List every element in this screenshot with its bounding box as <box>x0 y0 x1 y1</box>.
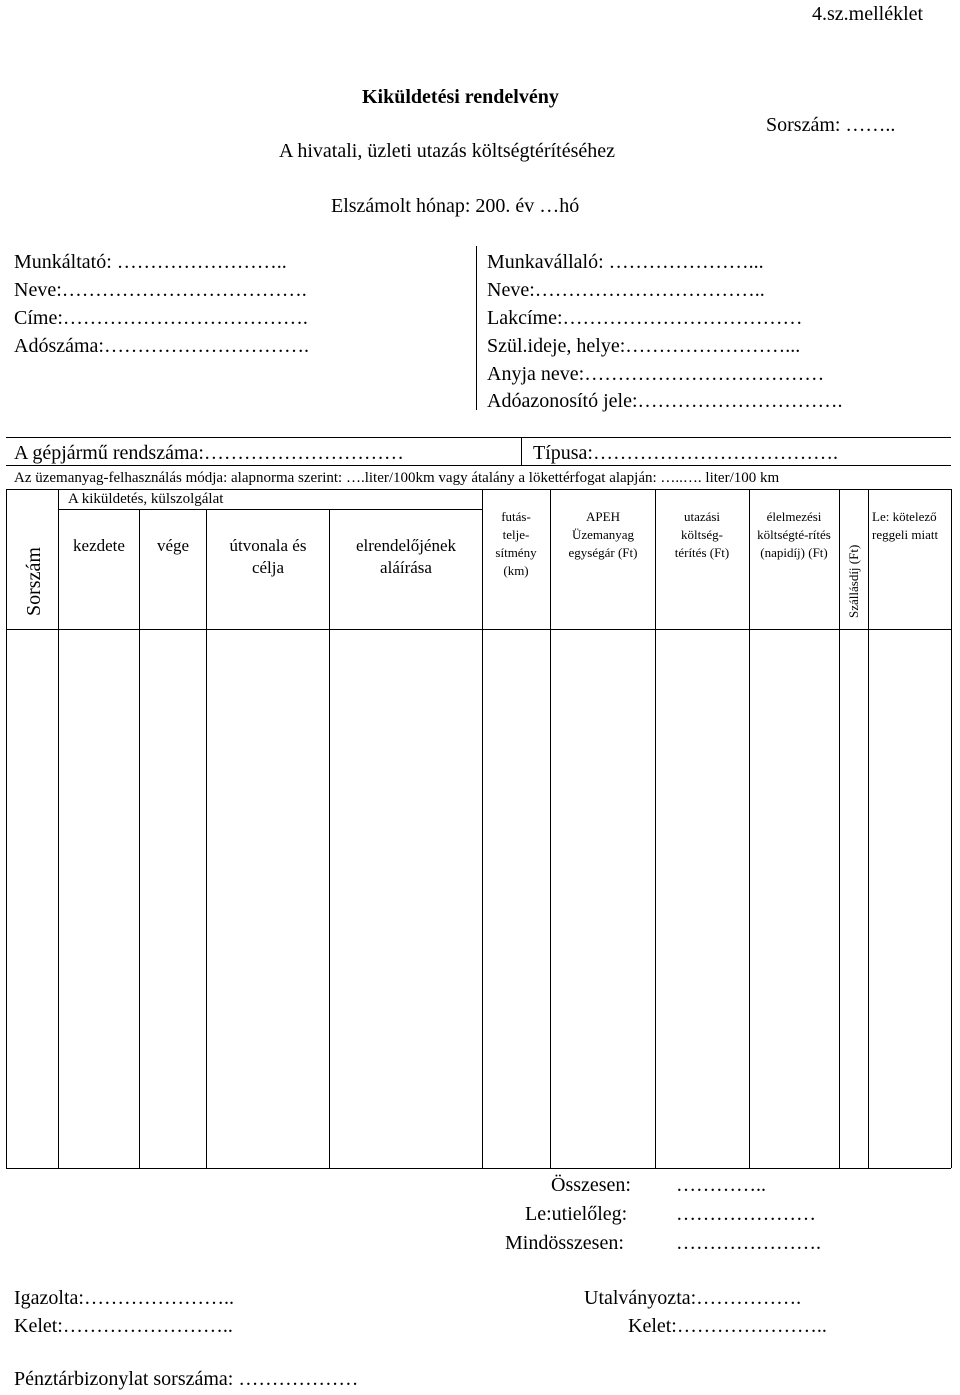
employer-employee-divider <box>476 246 477 410</box>
sum-label: Összesen: <box>551 1174 631 1196</box>
authorized-field[interactable]: Utalványozta:……………. <box>584 1287 802 1309</box>
employee-heading[interactable]: Munkavállaló: …………………... <box>487 251 764 273</box>
grand-total-label: Mindösszesen: <box>505 1232 624 1254</box>
serial-number-field[interactable]: Sorszám: …….. <box>766 114 896 136</box>
col-line-7 <box>655 489 656 1168</box>
vehicle-type-field[interactable]: Típusa:………………………………. <box>533 442 838 464</box>
employee-residence-field[interactable]: Lakcíme:……………………………… <box>487 307 803 329</box>
advance-deduction-field[interactable]: ………………… <box>676 1203 816 1225</box>
col-header-sorszam: Sorszám <box>23 547 45 616</box>
advance-deduction-label: Le:utielőleg: <box>525 1203 628 1225</box>
col-header-alairas: elrendelőjének aláírása <box>355 536 457 577</box>
employer-tax-field[interactable]: Adószáma:…………………………. <box>14 335 309 357</box>
vehicle-divider <box>521 437 522 465</box>
col-line-10 <box>868 489 869 1168</box>
form-subtitle: A hivatali, üzleti utazás költségtérítéséhez <box>279 140 615 162</box>
col-header-utvonala: útvonala és célja <box>229 536 307 577</box>
table-left-border <box>6 489 7 1168</box>
group-header-underline <box>58 509 482 510</box>
sum-value-field[interactable]: ………….. <box>676 1174 766 1196</box>
col-line-1 <box>58 489 59 1168</box>
employee-mother-field[interactable]: Anyja neve:……………………………… <box>487 363 825 385</box>
employer-name-field[interactable]: Neve:………………………………. <box>14 279 307 301</box>
table-bottom-border <box>6 1168 951 1169</box>
col-header-szallas: Szállásdíj (Ft) <box>846 544 861 618</box>
table-right-border <box>951 489 952 1168</box>
col-line-6 <box>550 489 551 1168</box>
col-header-le: Le: kötelező reggeli miatt <box>872 509 939 542</box>
header-bottom-border <box>6 629 951 630</box>
col-header-apeh: APEH Üzemanyag egységár (Ft) <box>568 509 638 560</box>
employee-taxid-field[interactable]: Adóazonosító jele:…………………………. <box>487 390 843 412</box>
col-header-elelmezes: élelmezési költségté-rítés (napidíj) (Ft) <box>757 509 831 560</box>
col-header-vege: vége <box>156 536 190 555</box>
col-header-utazasi: utazási költség-térítés (Ft) <box>674 509 730 560</box>
vehicle-top-border <box>6 437 951 438</box>
receipt-number-field[interactable]: Pénztárbizonylat sorszáma: ……………… <box>14 1368 359 1390</box>
col-header-kezdete: kezdete <box>73 536 125 555</box>
vehicle-plate-field[interactable]: A gépjármű rendszáma:………………………… <box>14 442 404 464</box>
certified-field[interactable]: Igazolta:………………….. <box>14 1287 234 1309</box>
employer-address-field[interactable]: Címe:………………………………. <box>14 307 308 329</box>
form-title: Kiküldetési rendelvény <box>362 86 559 108</box>
group-header: A kiküldetés, külszolgálat <box>68 491 224 507</box>
col-line-5 <box>482 489 483 1168</box>
col-line-3 <box>206 509 207 1168</box>
annex-label: 4.sz.melléklet <box>812 3 924 25</box>
fuel-consumption-method[interactable]: Az üzemanyag-felhasználás módja: alapnorma szerint: ….liter/100km vagy átalány a lökettérfogat alapján: …..…. liter/100 km <box>14 470 780 486</box>
col-line-4 <box>329 509 330 1168</box>
date-right-field[interactable]: Kelet:………………….. <box>628 1315 827 1337</box>
col-line-9 <box>839 489 840 1168</box>
date-left-field[interactable]: Kelet:…………………….. <box>14 1315 233 1337</box>
col-line-8 <box>749 489 750 1168</box>
col-header-futas: futás-telje-sítmény (km) <box>495 509 537 578</box>
col-line-2 <box>139 509 140 1168</box>
employee-birth-field[interactable]: Szül.ideje, helye:……………………... <box>487 335 801 357</box>
grand-total-field[interactable]: …………………. <box>676 1232 821 1254</box>
vehicle-bottom-border <box>6 465 951 466</box>
settlement-month-field[interactable]: Elszámolt hónap: 200. év …hó <box>331 195 580 217</box>
employer-heading[interactable]: Munkáltató: …………………….. <box>14 251 287 273</box>
employee-name-field[interactable]: Neve:…………………………….. <box>487 279 765 301</box>
